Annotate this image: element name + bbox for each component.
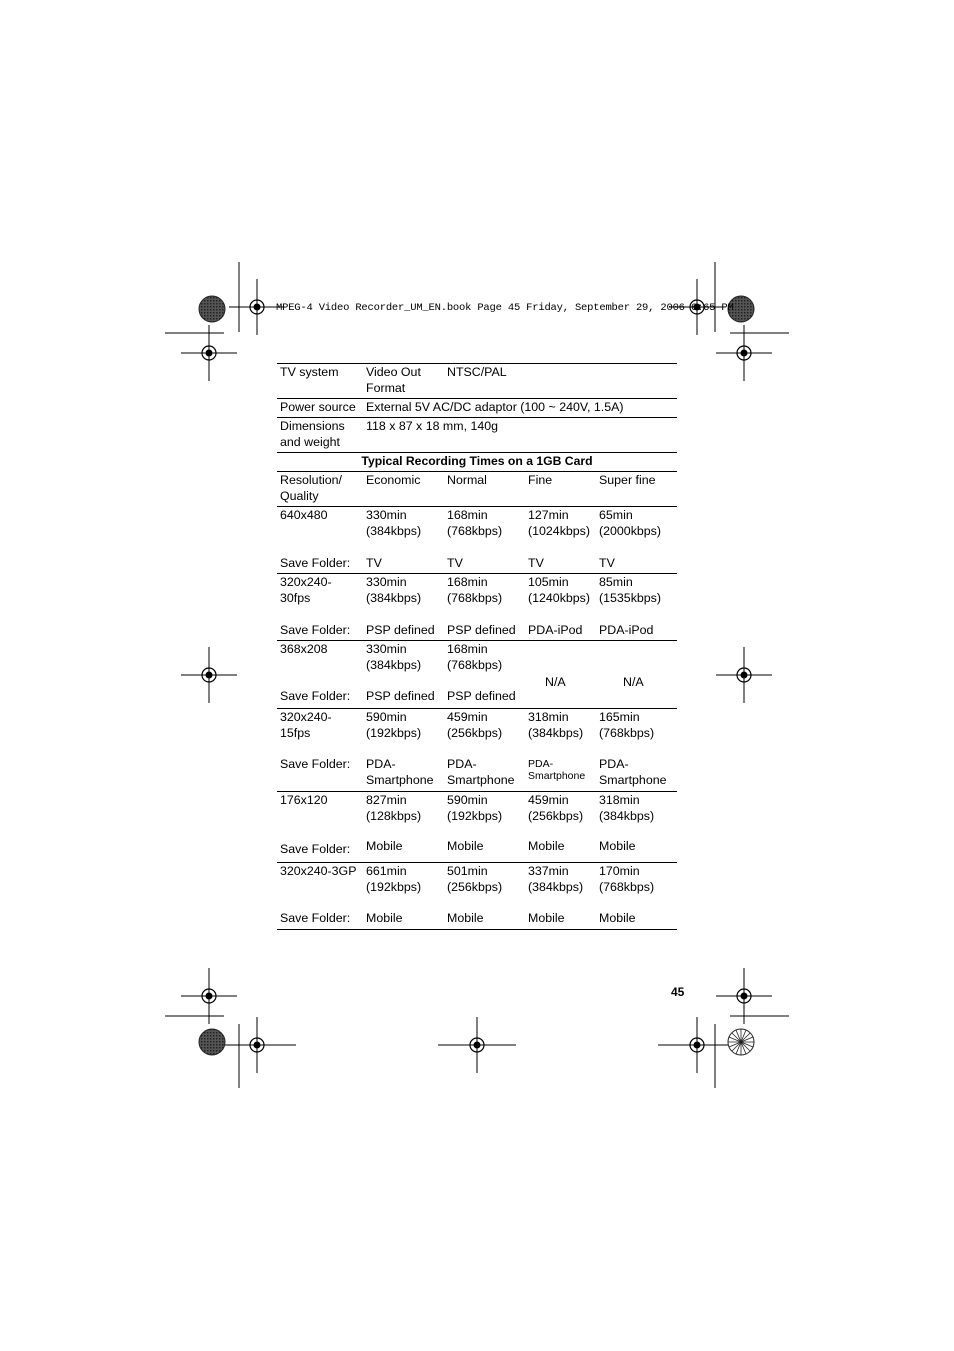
spec-label: Dimensions and weight — [280, 419, 345, 449]
folder-cell: TV — [366, 556, 382, 570]
folder-cell: PDA-iPod — [599, 623, 654, 637]
book-header: MPEG-4 Video Recorder_UM_EN.book Page 45 Friday, September 29, 2006 6:65 PM — [276, 302, 734, 314]
spec-row-tv-system — [277, 363, 677, 398]
folder-cell: TV — [528, 556, 544, 570]
table-row-320x240-3gp — [277, 862, 677, 930]
time-cell: 168min (768kbps) — [447, 508, 503, 538]
row-label: 640x480 — [280, 508, 328, 522]
header-fine: Fine — [528, 473, 553, 487]
header-super-fine: Super fine — [599, 473, 656, 487]
table-row-176x120 — [277, 791, 677, 862]
folder-cell: PSP defined — [366, 623, 435, 637]
spec-label: Power source — [280, 400, 356, 414]
row-label: 320x240- 30fps — [280, 575, 332, 605]
time-cell: 168min (768kbps) — [447, 575, 503, 605]
spec-value: External 5V AC/DC adaptor (100 ~ 240V, 1.5A) — [366, 400, 624, 414]
time-cell: 330min (384kbps) — [366, 575, 422, 605]
save-folder-label: Save Folder: — [280, 757, 351, 771]
row-label: 320x240-3GP — [280, 864, 357, 878]
save-folder-label: Save Folder: — [280, 842, 351, 856]
folder-cell: PSP defined — [366, 689, 435, 703]
folder-cell: PDA- Smartphone — [528, 758, 586, 782]
spec-row-dimensions — [277, 417, 677, 452]
folder-cell: Mobile — [528, 839, 565, 853]
row-label: 368x208 — [280, 642, 328, 656]
recording-times-title: Typical Recording Times on a 1GB Card — [277, 452, 677, 471]
table-header-row — [277, 471, 677, 506]
time-cell: 105min (1240kbps) — [528, 575, 590, 605]
time-cell: 168min (768kbps) — [447, 642, 503, 672]
spec-table — [277, 363, 677, 930]
time-cell: 590min (192kbps) — [366, 710, 422, 740]
folder-cell: PSP defined — [447, 689, 516, 703]
time-cell: 127min (1024kbps) — [528, 508, 590, 538]
time-cell: 170min (768kbps) — [599, 864, 655, 894]
folder-cell: Mobile — [528, 911, 565, 925]
time-cell: 318min (384kbps) — [599, 793, 655, 823]
folder-cell: PDA- Smartphone — [599, 757, 667, 787]
header-normal: Normal — [447, 473, 487, 487]
folder-cell: PDA- Smartphone — [447, 757, 515, 787]
row-label: 176x120 — [280, 793, 328, 807]
folder-cell: Mobile — [366, 839, 403, 853]
save-folder-label: Save Folder: — [280, 556, 351, 570]
na-cell: N/A — [623, 675, 644, 689]
save-folder-label: Save Folder: — [280, 623, 351, 637]
folder-cell: PDA- Smartphone — [366, 757, 434, 787]
page-number: 45 — [671, 985, 685, 999]
folder-cell: PDA-iPod — [528, 623, 583, 637]
time-cell: 330min (384kbps) — [366, 508, 422, 538]
time-cell: 459min (256kbps) — [447, 710, 503, 740]
table-row-320x240-15fps — [277, 708, 677, 791]
spec-value: 118 x 87 x 18 mm, 140g — [366, 419, 499, 433]
time-cell: 661min (192kbps) — [366, 864, 422, 894]
spec-label: TV system — [280, 365, 339, 379]
save-folder-label: Save Folder: — [280, 689, 351, 703]
folder-cell: Mobile — [447, 911, 484, 925]
time-cell: 827min (128kbps) — [366, 793, 422, 823]
time-cell: 459min (256kbps) — [528, 793, 584, 823]
table-row-368x208 — [277, 640, 677, 708]
header-economic: Economic — [366, 473, 421, 487]
spec-row-power-source — [277, 398, 677, 417]
folder-cell: Mobile — [447, 839, 484, 853]
time-cell: 318min (384kbps) — [528, 710, 584, 740]
time-cell: 165min (768kbps) — [599, 710, 655, 740]
time-cell: 65min (2000kbps) — [599, 508, 661, 538]
folder-cell: Mobile — [366, 911, 403, 925]
row-label: 320x240- 15fps — [280, 710, 332, 740]
na-cell: N/A — [545, 675, 566, 689]
folder-cell: Mobile — [599, 911, 636, 925]
time-cell: 337min (384kbps) — [528, 864, 584, 894]
table-row-320x240-30fps — [277, 573, 677, 640]
table-row-640x480 — [277, 506, 677, 573]
folder-cell: PSP defined — [447, 623, 516, 637]
time-cell: 85min (1535kbps) — [599, 575, 661, 605]
spec-value: NTSC/PAL — [447, 365, 507, 379]
save-folder-label: Save Folder: — [280, 911, 351, 925]
time-cell: 501min (256kbps) — [447, 864, 503, 894]
folder-cell: TV — [447, 556, 463, 570]
spec-subheading: Video Out Format — [366, 365, 421, 395]
folder-cell: TV — [599, 556, 615, 570]
time-cell: 330min (384kbps) — [366, 642, 422, 672]
time-cell: 590min (192kbps) — [447, 793, 503, 823]
header-resolution: Resolution/ Quality — [280, 473, 342, 503]
folder-cell: Mobile — [599, 839, 636, 853]
